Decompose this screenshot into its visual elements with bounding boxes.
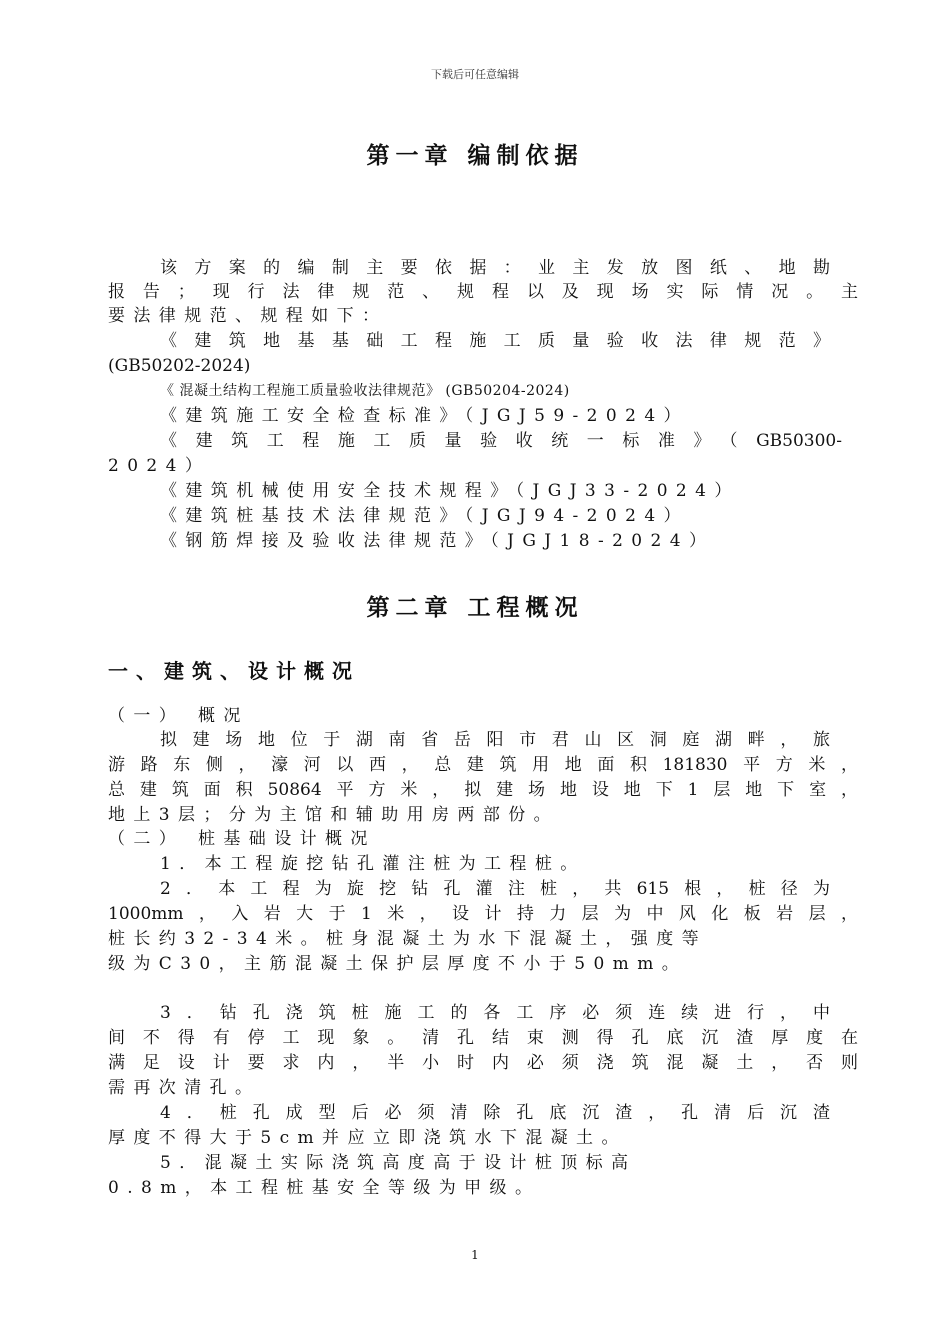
standard-2: 《 混凝土结构工程施工质量验收法律规范》 (GB50204-2024) — [160, 383, 570, 399]
item-4-line-1: 4．桩孔成型后必须清除孔底沉渣，孔清后沉渣 — [160, 1103, 830, 1123]
chapter-1-title: 第一章 编制依据 — [366, 142, 584, 169]
chapter-2-title: 第二章 工程概况 — [366, 594, 584, 621]
standard-4: 《建筑工程施工质量验收统一标准》（GB50300- — [160, 431, 842, 451]
header-note: 下载后可任意编辑 — [431, 68, 519, 81]
standard-3: 《建筑施工安全检查标准》（JGJ59-2024） — [160, 406, 689, 426]
standard-1: 《建筑地基基础工程施工质量验收法律规范》 — [160, 331, 830, 351]
standard-7: 《钢筋焊接及验收法律规范》（JGJ18-2024） — [160, 531, 715, 551]
standard-4-code: 2024） — [108, 456, 211, 476]
item-3-line-3: 满足设计要求内，半小时内必须浇筑混凝土，否则 — [108, 1053, 858, 1073]
item-3-line-4: 需再次清孔。 — [108, 1078, 261, 1098]
item-3-line-2: 间不得有停工现象。清孔结束测得孔底沉渣厚度在 — [108, 1028, 858, 1048]
item-2-line-3: 桩长约32-34米。桩身混凝土为水下混凝土，强度等 — [108, 929, 708, 949]
item-2-line-4: 级为C30，主筋混凝土保护层厚度不小于50mm。 — [108, 954, 688, 974]
subsection-1-title: （一） 概况 — [108, 706, 249, 726]
overview-line-3: 总建筑面积50864平方米，拟建场地设地下1层地下室， — [108, 780, 858, 800]
overview-line-2: 游路东侧，濠河以西，总建筑用地面积181830平方米， — [108, 755, 858, 775]
item-3-line-1: 3．钻孔浇筑桩施工的各工序必须连续进行，中 — [160, 1003, 830, 1023]
page-number: 1 — [471, 1248, 479, 1262]
item-2-line-2: 1000mm，入岩大于1米，设计持力层为中风化板岩层， — [108, 904, 858, 924]
overview-line-4: 地上3层；分为主馆和辅助用房两部份。 — [108, 805, 560, 825]
intro-line-1: 该方案的编制主要依据：业主发放图纸、地勘 — [160, 258, 830, 278]
intro-line-3: 要法律规范、规程如下： — [108, 306, 388, 326]
item-2-line-1: 2．本工程为旋挖钻孔灌注桩，共615根，桩径为 — [160, 879, 830, 899]
item-1: 1．本工程旋挖钻孔灌注桩为工程桩。 — [160, 854, 586, 874]
intro-line-2: 报告；现行法律规范、规程以及现场实际情况。主 — [108, 282, 858, 302]
section-1-title: 一、建筑、设计概况 — [108, 659, 360, 683]
standard-5: 《建筑机械使用安全技术规程》（JGJ33-2024） — [160, 481, 740, 501]
subsection-2-title: （二） 桩基础设计概况 — [108, 829, 376, 849]
overview-line-1: 拟建场地位于湖南省岳阳市君山区洞庭湖畔，旅 — [160, 730, 830, 750]
standard-1-code: (GB50202-2024) — [108, 356, 251, 376]
standard-6: 《建筑桩基技术法律规范》（JGJ94-2024） — [160, 506, 689, 526]
item-5-line-1: 5．混凝土实际浇筑高度高于设计桩顶标高 — [160, 1153, 637, 1173]
item-4-line-2: 厚度不得大于5cm并应立即浇筑水下混凝土。 — [108, 1128, 627, 1148]
item-5-line-2: 0.8m，本工程桩基安全等级为甲级。 — [108, 1178, 541, 1198]
